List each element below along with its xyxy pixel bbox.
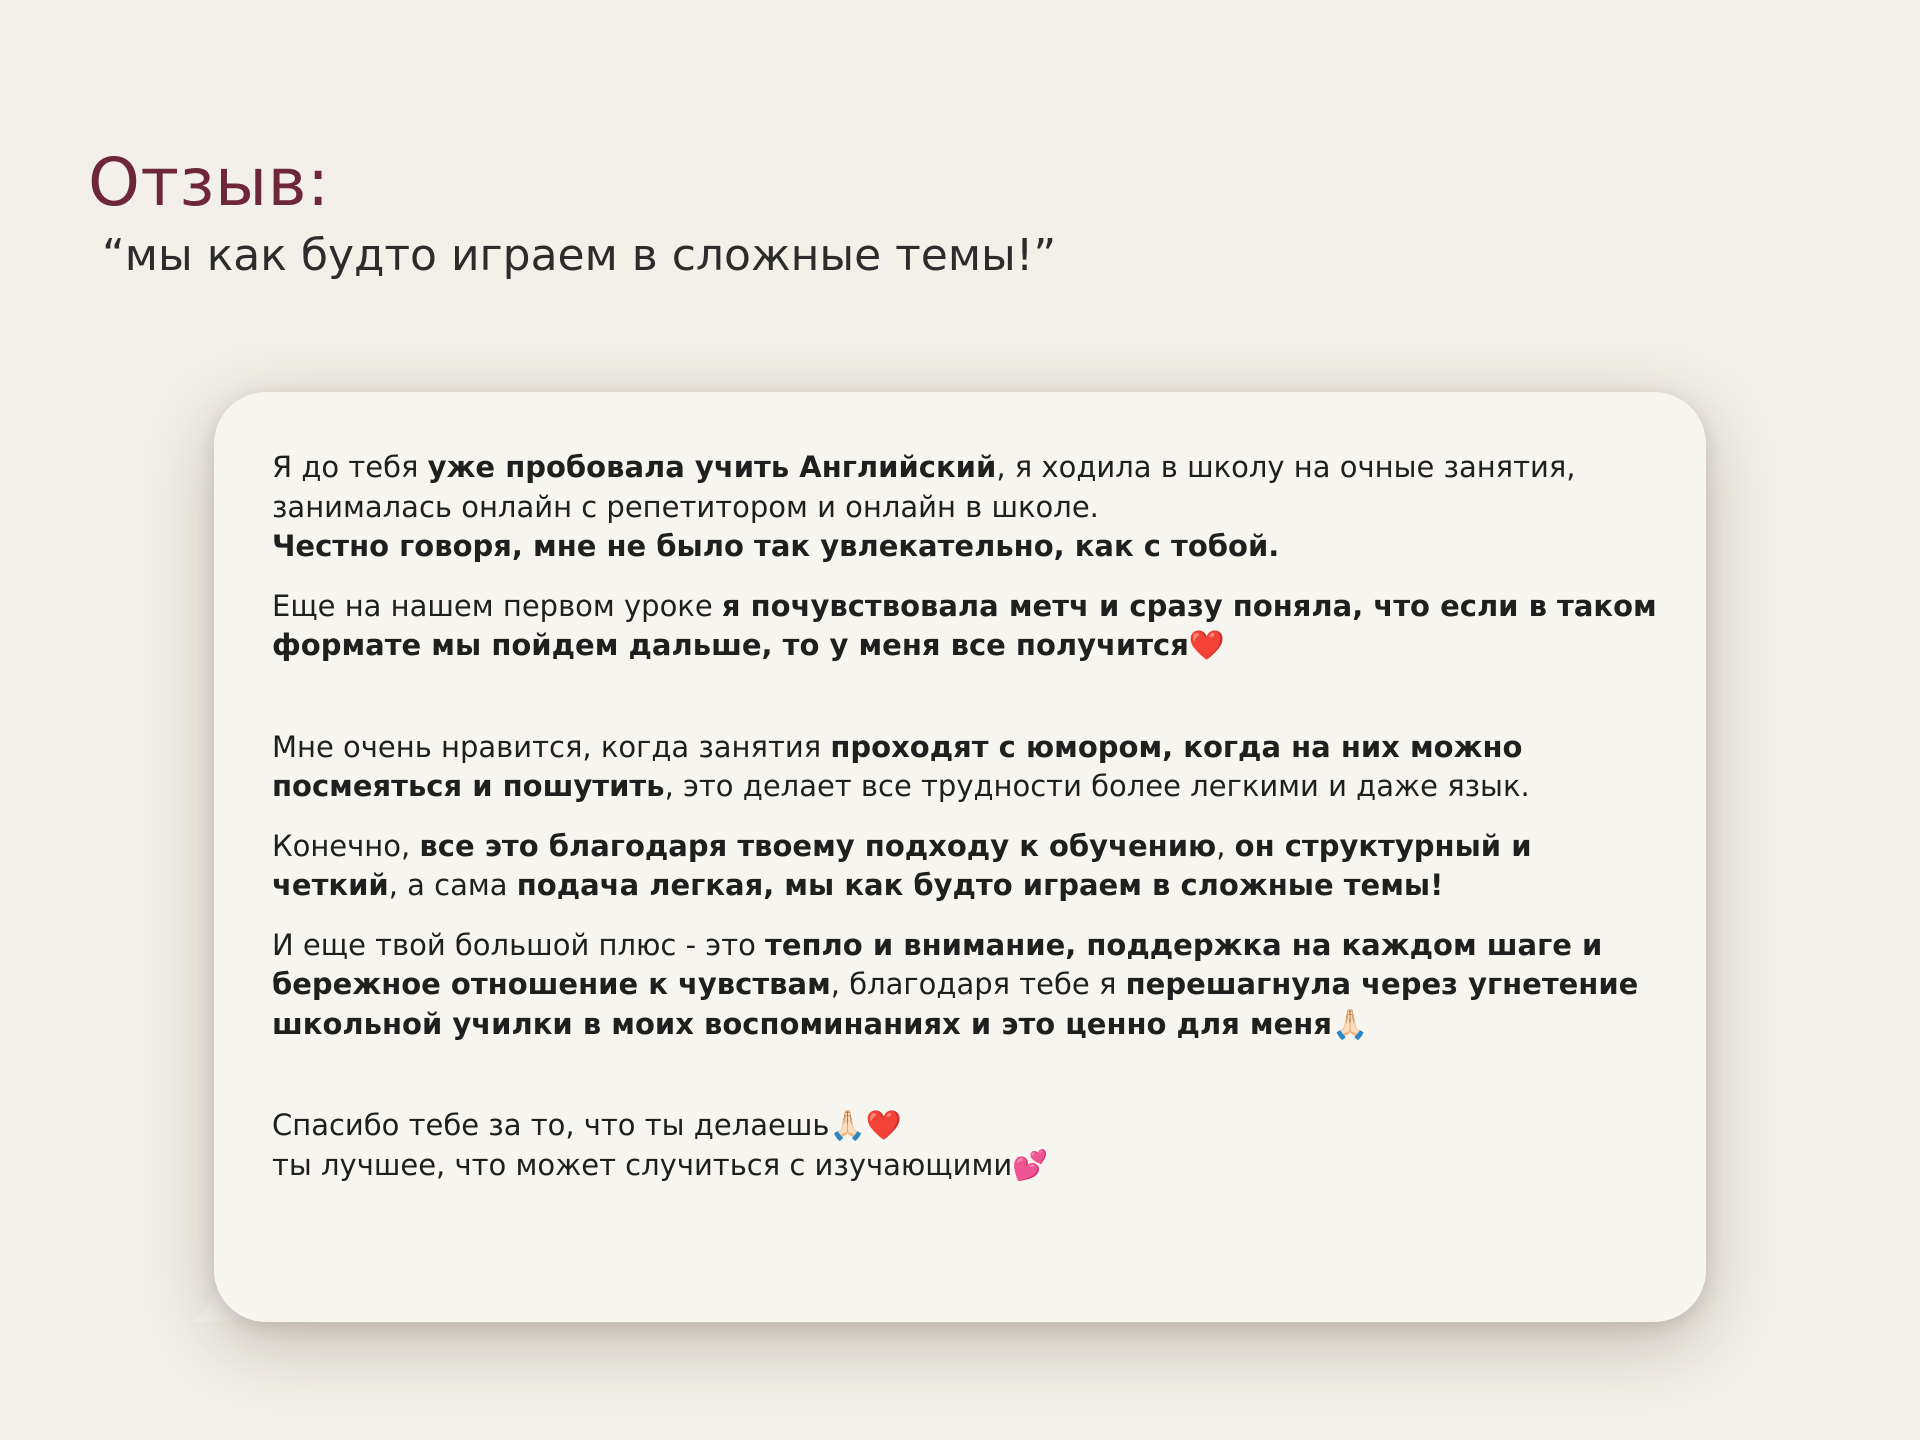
- praying-hands-icon: 🙏🏻: [829, 1108, 866, 1142]
- text-segment: , это делает все трудности более легкими и даже язык.: [664, 769, 1530, 803]
- review-paragraph-5: [272, 926, 1662, 1045]
- text-segment: Мне очень нравится, когда занятия: [272, 729, 831, 764]
- review-quote-subtitle: “мы как будто играем в сложные темы!”: [102, 230, 1057, 281]
- text-segment-bold: он структурный и четкий: [272, 828, 1532, 902]
- text-segment: Спасибо тебе за то, что ты делаешь: [272, 1108, 830, 1142]
- review-paragraph-3: [272, 728, 1662, 807]
- text-segment: Я до тебя: [272, 450, 428, 484]
- text-segment-bold: Честно говоря, мне не было так увлекательно, как с тобой.: [272, 529, 1280, 563]
- heart-icon: ❤️: [865, 1108, 902, 1142]
- two-hearts-icon: 💕: [1012, 1147, 1049, 1182]
- review-message-bubble: [214, 392, 1706, 1322]
- review-text: [272, 448, 1662, 1205]
- review-paragraph-2: [272, 587, 1662, 666]
- text-segment: , благодаря тебе я: [830, 967, 1126, 1001]
- text-segment-bold: все это благодаря твоему подходу к обучению: [419, 828, 1217, 863]
- text-segment-bold: проходят с юмором, когда на них можно посмеяться и пошутить: [272, 729, 1523, 803]
- heading-block: [88, 138, 1056, 286]
- text-segment: И еще твой большой плюс - это: [272, 927, 766, 962]
- praying-hands-icon: 🙏🏻: [1331, 1006, 1369, 1041]
- review-paragraph-6: [272, 1106, 1662, 1185]
- text-segment: Еще на нашем первом уроке: [272, 588, 722, 623]
- heart-icon: ❤️: [1188, 628, 1225, 662]
- text-segment-bold: тепло и внимание, поддержка на каждом шаге и бережное отношение к чувствам: [272, 927, 1603, 1001]
- text-segment: , а сама: [388, 868, 517, 902]
- text-segment: ты лучшее, что может случиться с изучающими: [272, 1147, 1013, 1182]
- text-segment-bold: я почувствовала метч и сразу поняла, что если в таком формате мы пойдем дальше, то у меня все получится: [272, 588, 1657, 662]
- text-segment-bold: уже пробовала учить Английский: [427, 450, 997, 484]
- text-segment: , я ходила в школу на очные занятия, занималась онлайн с репетитором и онлайн в школе.: [272, 450, 1576, 524]
- review-paragraph-4: [272, 827, 1662, 906]
- page-title: Отзыв:: [88, 144, 330, 221]
- text-segment: Конечно,: [272, 828, 420, 863]
- text-segment-bold: перешагнула через угнетение школьной училки в моих воспоминаниях и это ценно для меня: [272, 967, 1639, 1041]
- text-segment-bold: подача легкая, мы как будто играем в сложные темы!: [516, 868, 1444, 902]
- text-segment: ,: [1216, 828, 1235, 863]
- review-paragraph-1: [272, 448, 1662, 567]
